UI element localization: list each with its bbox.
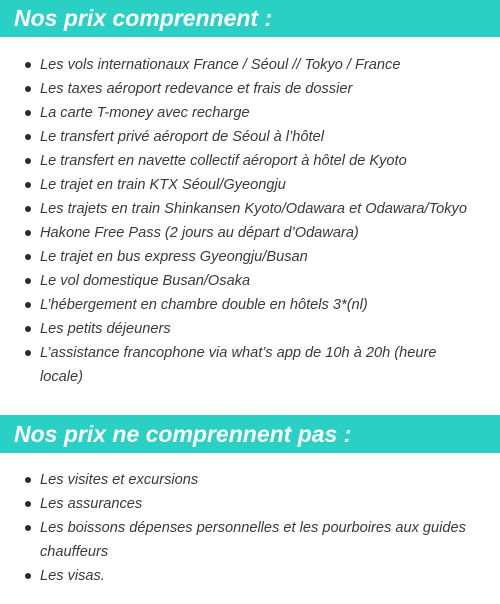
list-item — [0, 293, 500, 317]
list-item-text: Les taxes aéroport redevance et frais de dossier — [40, 81, 353, 97]
included-list — [0, 53, 500, 389]
list-item-text: L’assistance francophone via what’s app de 10h à 20h (heure locale) — [40, 345, 437, 385]
bullet-icon — [25, 182, 31, 188]
list-item — [0, 317, 500, 341]
bullet-icon — [25, 326, 31, 332]
included-section-heading: Nos prix comprennent : — [0, 0, 500, 37]
excluded-section-heading: Nos prix ne comprennent pas : — [0, 415, 500, 453]
excluded-list — [0, 468, 500, 588]
list-item — [0, 516, 500, 564]
list-item — [0, 101, 500, 125]
list-item-text: Le transfert en navette collectif aéroport à hôtel de Kyoto — [40, 153, 407, 169]
list-item-text: Le trajet en train KTX Séoul/Gyeongju — [40, 177, 286, 193]
list-item — [0, 245, 500, 269]
list-item-text: Les petits déjeuners — [40, 321, 171, 337]
list-item-text: Les assurances — [40, 496, 143, 512]
bullet-icon — [25, 158, 31, 164]
bullet-icon — [25, 302, 31, 308]
list-item — [0, 53, 500, 77]
list-item-text: Les visas. — [40, 568, 105, 584]
list-item — [0, 197, 500, 221]
list-item-text: Hakone Free Pass (2 jours au départ d’Odawara) — [40, 225, 359, 241]
bullet-icon — [25, 110, 31, 116]
bullet-icon — [25, 278, 31, 284]
bullet-icon — [25, 573, 31, 579]
bullet-icon — [25, 525, 31, 531]
list-item — [0, 173, 500, 197]
list-item-text: Les boissons dépenses personnelles et les pourboires aux guides chauffeurs — [40, 520, 466, 560]
bullet-icon — [25, 134, 31, 140]
bullet-icon — [25, 254, 31, 260]
list-item — [0, 492, 500, 516]
bullet-icon — [25, 350, 31, 356]
list-item-text: Les visites et excursions — [40, 472, 199, 488]
list-item — [0, 149, 500, 173]
bullet-icon — [25, 477, 31, 483]
list-item-text: Les vols internationaux France / Séoul // Tokyo / France — [40, 57, 401, 73]
bullet-icon — [25, 206, 31, 212]
list-item — [0, 221, 500, 245]
list-item-text: Le vol domestique Busan/Osaka — [40, 273, 251, 289]
bullet-icon — [25, 230, 31, 236]
list-item — [0, 125, 500, 149]
list-item-text: La carte T-money avec recharge — [40, 105, 250, 121]
list-item — [0, 269, 500, 293]
list-item — [0, 468, 500, 492]
list-item-text: Les trajets en train Shinkansen Kyoto/Odawara et Odawara/Tokyo — [40, 201, 467, 217]
list-item-text: Le transfert privé aéroport de Séoul à l’hôtel — [40, 129, 324, 145]
bullet-icon — [25, 62, 31, 68]
bullet-icon — [25, 501, 31, 507]
list-item-text: Le trajet en bus express Gyeongju/Busan — [40, 249, 308, 265]
list-item — [0, 77, 500, 101]
list-item-text: L’hébergement en chambre double en hôtels 3*(nl) — [40, 297, 368, 313]
list-item — [0, 564, 500, 588]
list-item — [0, 341, 500, 389]
bullet-icon — [25, 86, 31, 92]
